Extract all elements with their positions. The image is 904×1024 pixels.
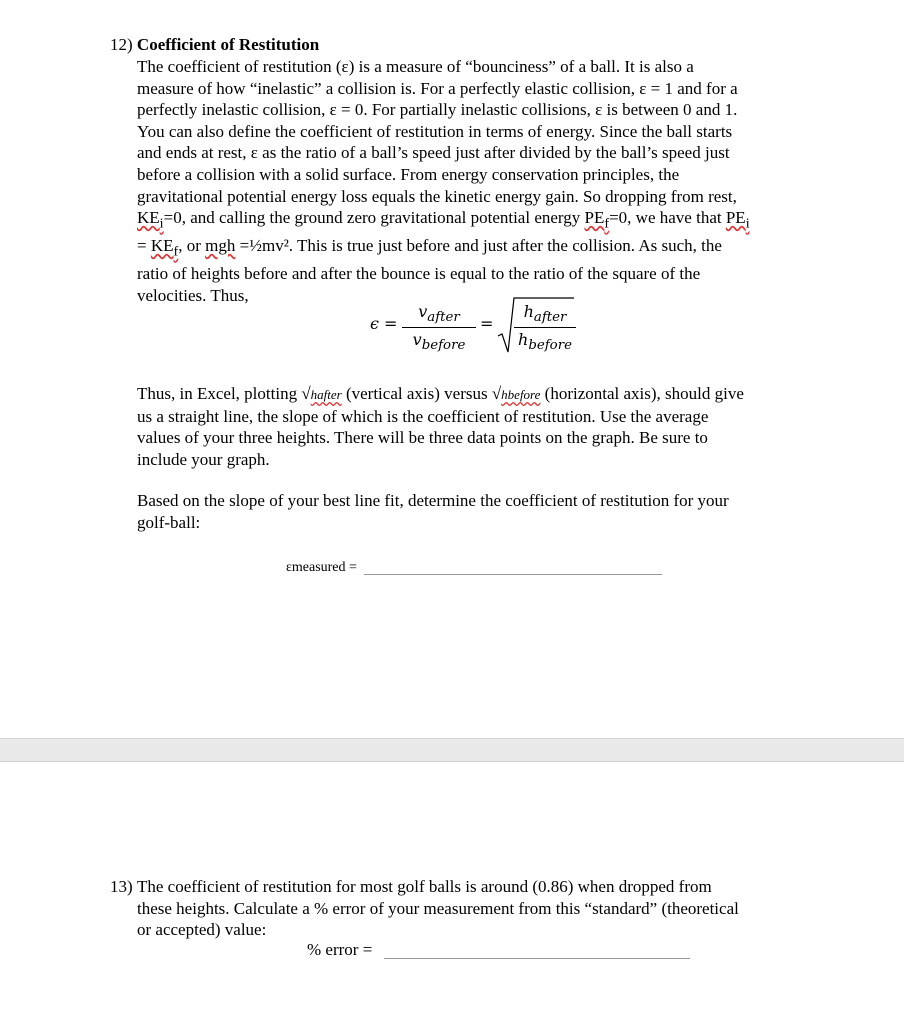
text-line: perfectly inelastic collision, ε = 0. For partially inelastic collisions, ε is between 0 and 1.: [137, 100, 738, 120]
percent-error-label: % error =: [307, 940, 373, 959]
fraction-denominator: [514, 330, 576, 353]
mgh-term: mgh: [205, 236, 236, 256]
height-fraction: [514, 302, 576, 353]
text-line: before a collision with a solid surface. From energy conservation principles, the: [137, 164, 680, 184]
text-run: =0, we have that: [609, 208, 726, 228]
text-line: The coefficient of restitution (ε) is a measure of “bounciness” of a ball. It is also a: [137, 57, 694, 76]
text-run: =½mv². This is true just before and just after the collision. As such, the: [235, 236, 722, 256]
text-run: Thus, in Excel, plotting √: [137, 384, 311, 403]
epsilon-symbol: ϵ: [370, 314, 379, 333]
text-line: these heights. Calculate a % error of your measurement from this “standard” (theoretical: [137, 898, 739, 918]
v-after-symbol: v: [418, 302, 428, 321]
epsilon-measured-label: εmeasured =: [286, 560, 357, 575]
ke-term: KE: [137, 208, 160, 228]
ke-subscript: f: [173, 243, 179, 260]
h-after-term: hafter: [310, 387, 342, 402]
document-page-2: [0, 762, 904, 1024]
v-before-symbol: v: [412, 330, 422, 350]
text-line: measure of how “inelastic” a collision is. For a perfectly elastic collision, ε = 1 and for a: [137, 78, 738, 98]
h-after-symbol: h: [523, 302, 534, 321]
text-line: ratio of heights before and after the bounce is equal to the ratio of the square of the: [137, 264, 701, 284]
question-number: 12): [110, 35, 133, 54]
text-run: , or: [178, 236, 206, 256]
percent-error-answer-line[interactable]: [384, 958, 690, 959]
pe-term: PE: [725, 208, 746, 228]
text-line: or accepted) value:: [137, 920, 267, 940]
fraction-numerator: [514, 302, 576, 325]
pe-subscript: i: [745, 215, 750, 232]
velocity-fraction: [402, 302, 476, 353]
text-run: =0, and calling the ground zero gravitational potential energy: [163, 208, 585, 228]
restitution-paragraph: [137, 56, 817, 306]
v-before-subscript: before: [421, 338, 466, 354]
excel-paragraph: [137, 383, 817, 470]
text-line: values of your three heights. There will be three data points on the graph. Be sure to: [137, 428, 708, 448]
text-line: include your graph.: [137, 449, 270, 469]
text-line: and ends at rest, ε as the ratio of a ball’s speed just after divided by the ball’s speed just: [137, 143, 730, 163]
question-12-heading: [110, 34, 319, 55]
ke-term: KE: [150, 236, 174, 256]
text-line: us a straight line, the slope of which is the coefficient of restitution. Use the average: [137, 406, 709, 426]
text-line: You can also define the coefficient of restitution in terms of energy. Since the ball starts: [137, 121, 733, 141]
equals-sign: =: [384, 314, 398, 333]
text-line: The coefficient of restitution for most golf balls is around (0.86) when dropped from: [137, 877, 712, 896]
equals-sign: =: [480, 314, 494, 333]
page-break: [0, 738, 904, 762]
v-after-subscript: after: [427, 310, 460, 326]
pe-term: PE: [584, 208, 605, 228]
h-before-term: hbefore: [501, 387, 541, 402]
text-line: gravitational potential energy loss equals the kinetic energy gain. So dropping from rest,: [137, 186, 737, 206]
text-run: (vertical axis) versus √: [341, 384, 502, 403]
epsilon-measured-answer-line[interactable]: [364, 574, 662, 575]
slope-paragraph: [137, 490, 817, 533]
fraction-bar: [402, 327, 476, 328]
question-13-number: 13): [110, 877, 133, 896]
fraction-bar: [514, 327, 576, 328]
fraction-numerator: [402, 302, 476, 325]
h-before-subscript: before: [528, 338, 572, 354]
text-run: =: [137, 236, 151, 256]
h-after-subscript: after: [533, 310, 567, 326]
text-line: [137, 207, 817, 235]
ke-subscript: i: [159, 215, 164, 232]
question-title: Coefficient of Restitution: [136, 35, 320, 54]
text-line: [137, 235, 817, 263]
fraction-denominator: [402, 330, 476, 353]
text-line: Based on the slope of your best line fit, determine the coefficient of restitution for your: [137, 491, 729, 510]
pe-subscript: f: [604, 215, 610, 232]
h-before-symbol: h: [518, 330, 529, 350]
text-line: [137, 383, 817, 406]
percent-error-paragraph: [137, 876, 817, 941]
text-line: velocities. Thus,: [137, 285, 249, 305]
square-root: [496, 296, 576, 356]
text-line: golf-ball:: [137, 512, 201, 532]
text-run: (horizontal axis), should give: [540, 384, 744, 403]
